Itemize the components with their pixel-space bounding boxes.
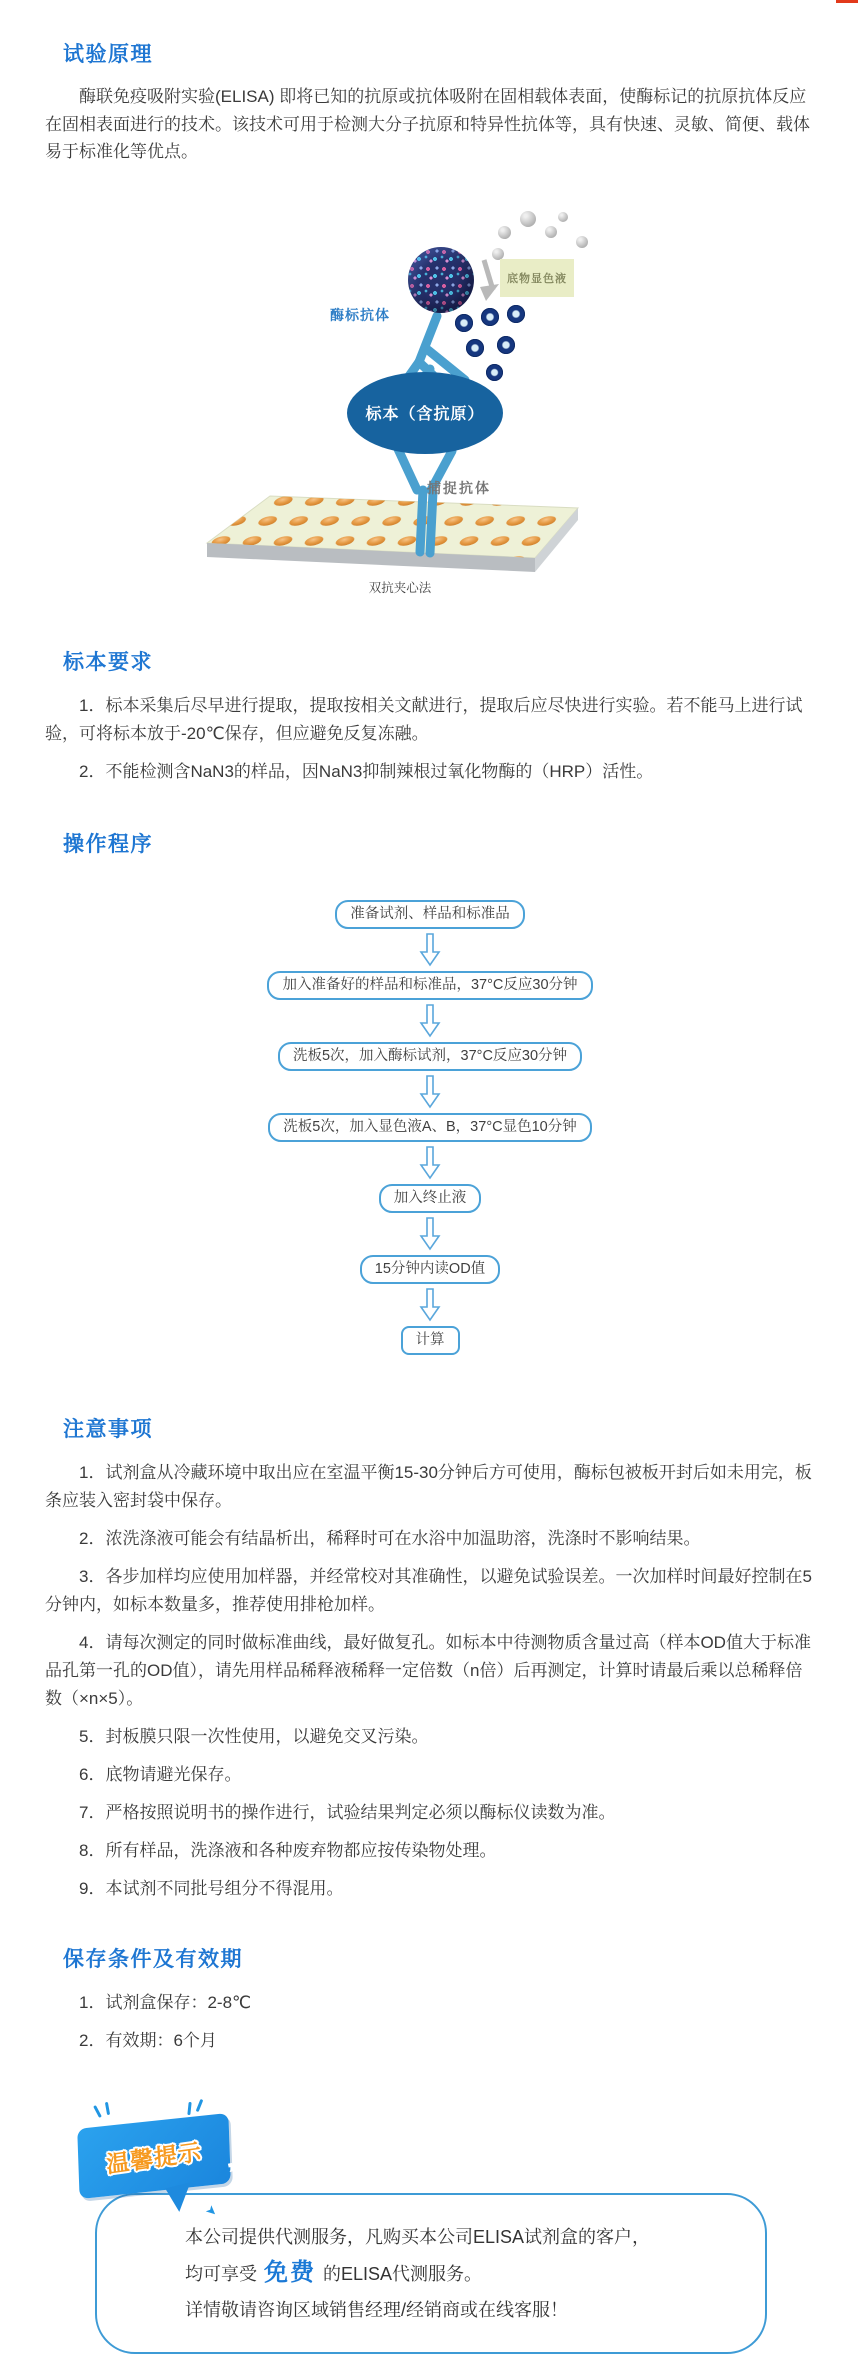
quote-close-icon: ” <box>224 2155 247 2191</box>
note-item: 3．各步加样均应使用加样器，并经常校对其准确性，以避免试验误差。一次加样时间最好控制在5分钟内，如标本数量多，推荐使用排枪加样。 <box>45 1566 812 1614</box>
substrate-dot-icon <box>545 226 557 238</box>
note-item: 5．封板膜只限一次性使用，以避免交叉污染。 <box>79 1726 429 1746</box>
note-item: 4．请每次测定的同时做标准曲线，最好做复孔。如标本中待测物质含量过高（样本OD值大于标准品孔第一孔的OD值），请先用样品稀释液稀释一定倍数（n倍）后再测定，计算时请最后乘以总稀释倍数（×n×5）。 <box>45 1632 811 1708</box>
flow-down-arrow-icon <box>419 1004 441 1038</box>
flow-down-arrow-icon <box>419 1288 441 1322</box>
enzyme-particle-icon <box>408 247 474 313</box>
specimen-label: 标本（含抗原） <box>365 406 485 423</box>
warm-tip-text: 温馨提示 <box>105 2137 203 2177</box>
section-title-principle: 试验原理 <box>63 43 153 66</box>
product-dot-icon <box>497 336 515 354</box>
storage-item: 1．试剂盒保存：2-8℃ <box>79 1992 252 2012</box>
substrate-dot-icon <box>498 226 511 239</box>
notice-line-3: 详情敬请咨询区域销售经理/经销商或在线客服！ <box>185 2299 568 2320</box>
flow-step: 15分钟内读OD值 <box>360 1255 500 1284</box>
product-dot-icon <box>466 339 484 357</box>
storage-item: 2．有效期：6个月 <box>79 2030 217 2050</box>
specimen-item: 1．标本采集后尽早进行提取，提取按相关文献进行，提取后应尽快进行实验。若不能马上进行试验，可将标本放于-20℃保存，但应避免反复冻融。 <box>45 695 803 743</box>
section-title-specimen: 标本要求 <box>63 650 153 674</box>
tail-spark-icon: ➤ <box>202 2200 221 2220</box>
note-item: 7．严格按照说明书的操作进行，试验结果判定必须以酶标仪读数为准。 <box>79 1802 616 1822</box>
product-dot-icon <box>481 308 499 326</box>
quote-open-icon: “ <box>64 2105 87 2141</box>
note-item: 2．浓洗涤液可能会有结晶析出，稀释时可在水浴中加温助溶，洗涤时不影响结果。 <box>79 1528 701 1548</box>
note-item: 6．底物请避光保存。 <box>79 1764 242 1784</box>
flow-step: 洗板5次，加入酶标试剂，37°C反应30分钟 <box>278 1042 582 1071</box>
flow-down-arrow-icon <box>419 1217 441 1251</box>
section-title-storage: 保存条件及有效期 <box>63 1947 243 1971</box>
flow-down-arrow-icon <box>419 933 441 967</box>
elisa-sandwich-diagram <box>0 166 860 636</box>
microplate-icon <box>207 496 578 572</box>
free-highlight: 免费 <box>264 2258 316 2286</box>
capture-antibody-label: 捕捉抗体 <box>427 479 491 496</box>
note-item: 8．所有样品，洗涤液和各种废弃物都应按传染物处理。 <box>79 1840 497 1860</box>
flow-down-arrow-icon <box>419 1146 441 1180</box>
warm-tip-badge <box>64 2105 247 2230</box>
flow-step: 加入准备好的样品和标准品，37°C反应30分钟 <box>267 971 592 1000</box>
substrate-dot-icon <box>520 211 536 227</box>
sparkle-tick-icon <box>187 2101 191 2114</box>
substrate-dot-icon <box>558 212 568 222</box>
notice-line-2 <box>185 2255 725 2292</box>
flow-step: 加入终止液 <box>379 1184 482 1213</box>
specimen-ellipse <box>347 372 503 454</box>
substrate-arrow-icon <box>480 260 499 301</box>
notice-line2-suffix: 的ELISA代测服务。 <box>323 2263 483 2284</box>
notice-line2-prefix: 均可享受 <box>185 2263 257 2284</box>
notice-line-1: 本公司提供代测服务，凡购买本公司ELISA试剂盒的客户， <box>185 2226 651 2247</box>
substrate-dot-icon <box>576 236 588 248</box>
specimen-item: 2．不能检测含NaN3的样品，因NaN3抑制辣根过氧化物酶的（HRP）活性。 <box>79 761 654 781</box>
note-item: 9．本试剂不同批号组分不得混用。 <box>79 1878 344 1898</box>
flow-step: 计算 <box>401 1326 460 1355</box>
flow-step: 准备试剂、样品和标准品 <box>335 900 525 929</box>
diagram-caption: 双抗夹心法 <box>368 580 432 595</box>
warm-tip-bubble <box>77 2112 231 2198</box>
product-dot-icon <box>455 314 473 332</box>
section-title-notes: 注意事项 <box>63 1417 153 1441</box>
page-edge-red-mark <box>836 0 858 3</box>
sparkle-tick-icon <box>196 2098 204 2111</box>
flow-down-arrow-icon <box>419 1075 441 1109</box>
flow-step: 洗板5次，加入显色液A、B，37°C显色10分钟 <box>268 1113 591 1142</box>
principle-paragraph: 酶联免疫吸附实验(ELISA) 即将已知的抗原或抗体吸附在固相载体表面，使酶标记的抗原抗体反应在固相表面进行的技术。该技术可用于检测大分子抗原和特异性抗体等，具有快速、灵敏、简便、载体易于标准化等优点。 <box>45 87 810 161</box>
procedure-flowchart <box>45 900 815 1355</box>
product-dot-icon <box>507 305 525 323</box>
note-item: 1．试剂盒从冷藏环境中取出应在室温平衡15-30分钟后方可使用，酶标包被板开封后如未用完，板条应装入密封袋中保存。 <box>45 1462 812 1510</box>
sparkle-tick-icon <box>105 2101 110 2114</box>
sparkle-tick-icon <box>93 2105 102 2118</box>
substrate-label: 底物显色液 <box>500 259 574 297</box>
tip-section <box>45 2105 815 2365</box>
enzyme-antibody-label: 酶标抗体 <box>330 306 390 323</box>
product-dot-icon <box>486 364 503 381</box>
section-title-procedure: 操作程序 <box>63 832 153 856</box>
